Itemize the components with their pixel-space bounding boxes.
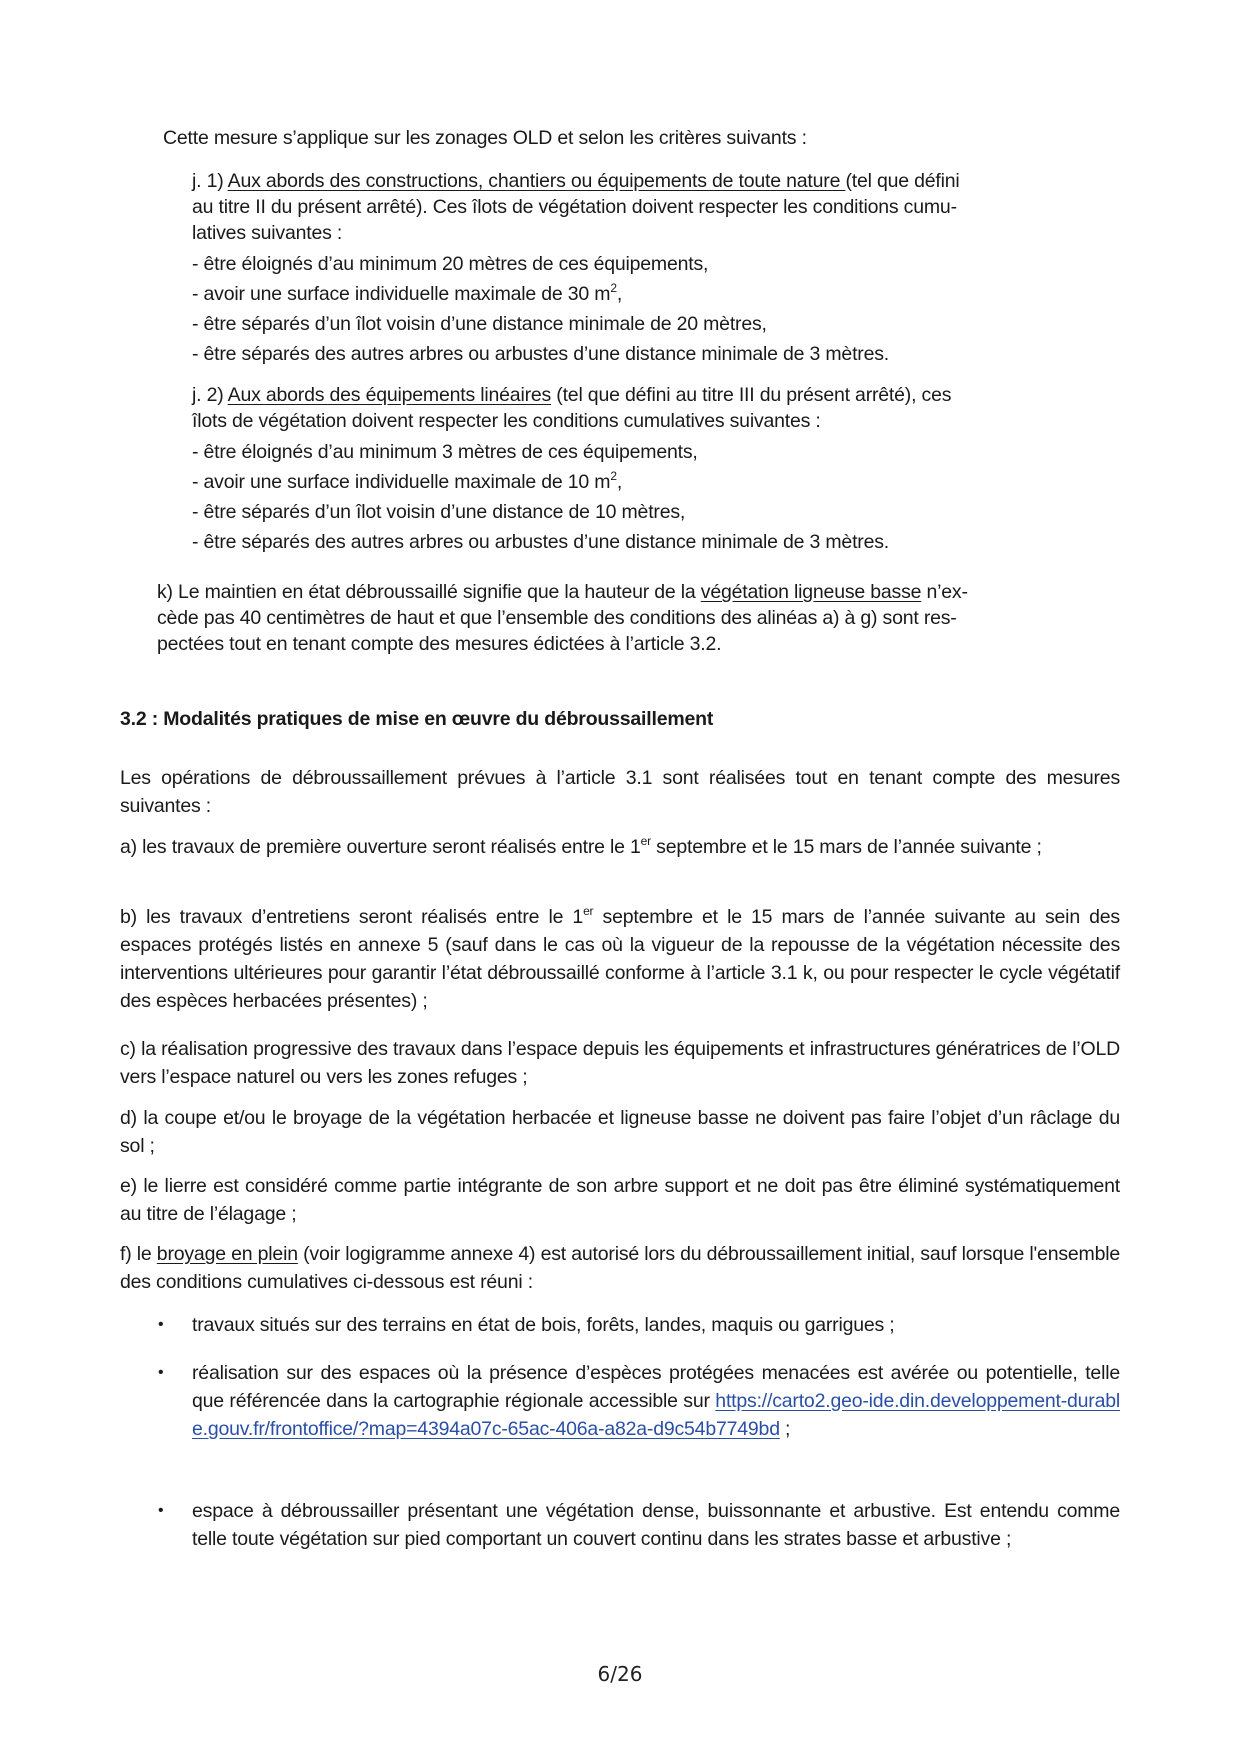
page-number: 6/26: [597, 1662, 643, 1686]
item-d: d) la coupe et/ou le broyage de la végétation herbacée et ligneuse basse ne doivent pas faire l’objet d’un râclage du sol ;: [120, 1107, 1120, 1157]
item-b: b) les travaux d’entretiens seront réalisés entre le 1er septembre et le 15 mars de l’année suivante au sein des espaces protégés listés en annexe 5 (sauf dans le cas où la vigueur de la repousse de la végétation nécessite des interventions ultérieures pour garantir l’état débroussaillé conforme à l’article 3.1 k, ou pour respecter le cycle végétatif des espèces herbacées présentes) ;: [120, 904, 1120, 1012]
intro-text: Cette mesure s’applique sur les zonages OLD et selon les critères suivants :: [163, 127, 807, 149]
j1-item-4: - être séparés des autres arbres ou arbustes d’une distance minimale de 3 mètres.: [192, 343, 889, 365]
j1-item-2: - avoir une surface individuelle maximale de 30 $m^2$,: [192, 281, 623, 305]
j1-underlined-term: Aux abords des constructions, chantiers ou équipements de toute nature: [227, 170, 846, 192]
f-bullet-1: travaux situés sur des terrains en état de bois, forêts, landes, maquis ou garrigues ;: [192, 1314, 895, 1336]
item-c: c) la réalisation progressive des travaux dans l’espace depuis les équipements et infrastructures génératrices de l’OLD vers l’espace naturel ou vers les zones refuges ;: [120, 1038, 1120, 1088]
j1-line2: au titre II du présent arrêté). Ces îlots de végétation doivent respecter les conditions cumu-: [192, 196, 957, 218]
cartography-link[interactable]: https://carto2.geo-ide.din.developpement-durable.gouv.fr/frontoffice/?map=4394a07c-65ac-406a-a82a-d9c54b7749bd: [192, 1390, 1120, 1440]
j2-item-4: - être séparés des autres arbres ou arbustes d’une distance minimale de 3 mètres.: [192, 531, 889, 553]
j1-item-3: - être séparés d’un îlot voisin d’une distance minimale de 20 mètres,: [192, 313, 767, 335]
j2-underlined-term: Aux abords des équipements linéaires: [227, 384, 552, 406]
bullet-icon: •: [158, 1502, 164, 1519]
k-underlined-term: végétation ligneuse basse: [700, 581, 922, 603]
j1-line1: [192, 167, 960, 195]
item-a: a) les travaux de première ouverture seront réalisés entre le 1er septembre et le 15 mars de l’année suivante ;: [120, 834, 1042, 858]
bullet-icon: •: [158, 1364, 164, 1381]
j1-item-1: - être éloignés d’au minimum 20 mètres de ces équipements,: [192, 253, 709, 275]
k-line1: k) Le maintien en état débroussaillé signifie que la hauteur de la végétation ligneuse basse n’ex-: [157, 581, 968, 603]
section-heading: 3.2 : Modalités pratiques de mise en œuvre du débroussaillement: [120, 708, 714, 730]
j2-item-1: - être éloignés d’au minimum 3 mètres de ces équipements,: [192, 441, 698, 463]
j2-line2: îlots de végétation doivent respecter les conditions cumulatives suivantes :: [192, 410, 821, 432]
j1-line3: latives suivantes :: [192, 222, 343, 244]
j1-line1-rest: (tel que défini: [845, 170, 960, 192]
j1-prefix: j. 1): [192, 170, 228, 192]
f-bullet-2: réalisation sur des espaces où la présence d’espèces protégées menacées est avérée ou potentielle, telle que référencée dans la cartographie régionale accessible sur https://carto2.geo-ide.din.developpement-durable.gouv.fr/frontoffice/?map=4394a07c-65ac-406a-a82a-d9c54b7749bd ;: [192, 1362, 1120, 1440]
j2-item-2: - avoir une surface individuelle maximale de 10 $m^2$,: [192, 469, 623, 493]
j2-item-3: - être séparés d’un îlot voisin d’une distance de 10 mètres,: [192, 501, 686, 523]
f-underlined-term: broyage en plein: [156, 1243, 298, 1265]
f-bullet-3: espace à débroussailler présentant une végétation dense, buissonnante et arbustive. Est entendu comme telle toute végétation sur pied comportant un couvert continu dans les strates basse et arbustive ;: [192, 1500, 1120, 1550]
k-line3: pectées tout en tenant compte des mesures édictées à l’article 3.2.: [157, 633, 722, 655]
section-intro: Les opérations de débroussaillement prévues à l’article 3.1 sont réalisées tout en tenant compte des mesures suivantes :: [120, 767, 1120, 817]
k-line2: cède pas 40 centimètres de haut et que l’ensemble des conditions des alinéas a) à g) sont res-: [157, 607, 957, 629]
bullet-icon: •: [158, 1316, 164, 1333]
j2-line1: j. 2) Aux abords des équipements linéaires (tel que défini au titre III du présent arrêté), ces: [192, 384, 952, 406]
item-e: e) le lierre est considéré comme partie intégrante de son arbre support et ne doit pas être éliminé systématiquement au titre de l’élagage ;: [120, 1175, 1120, 1225]
item-f: f) le broyage en plein (voir logigramme annexe 4) est autorisé lors du débroussaillement initial, sauf lorsque l'ensemble des conditions cumulatives ci-dessous est réuni :: [120, 1243, 1120, 1293]
